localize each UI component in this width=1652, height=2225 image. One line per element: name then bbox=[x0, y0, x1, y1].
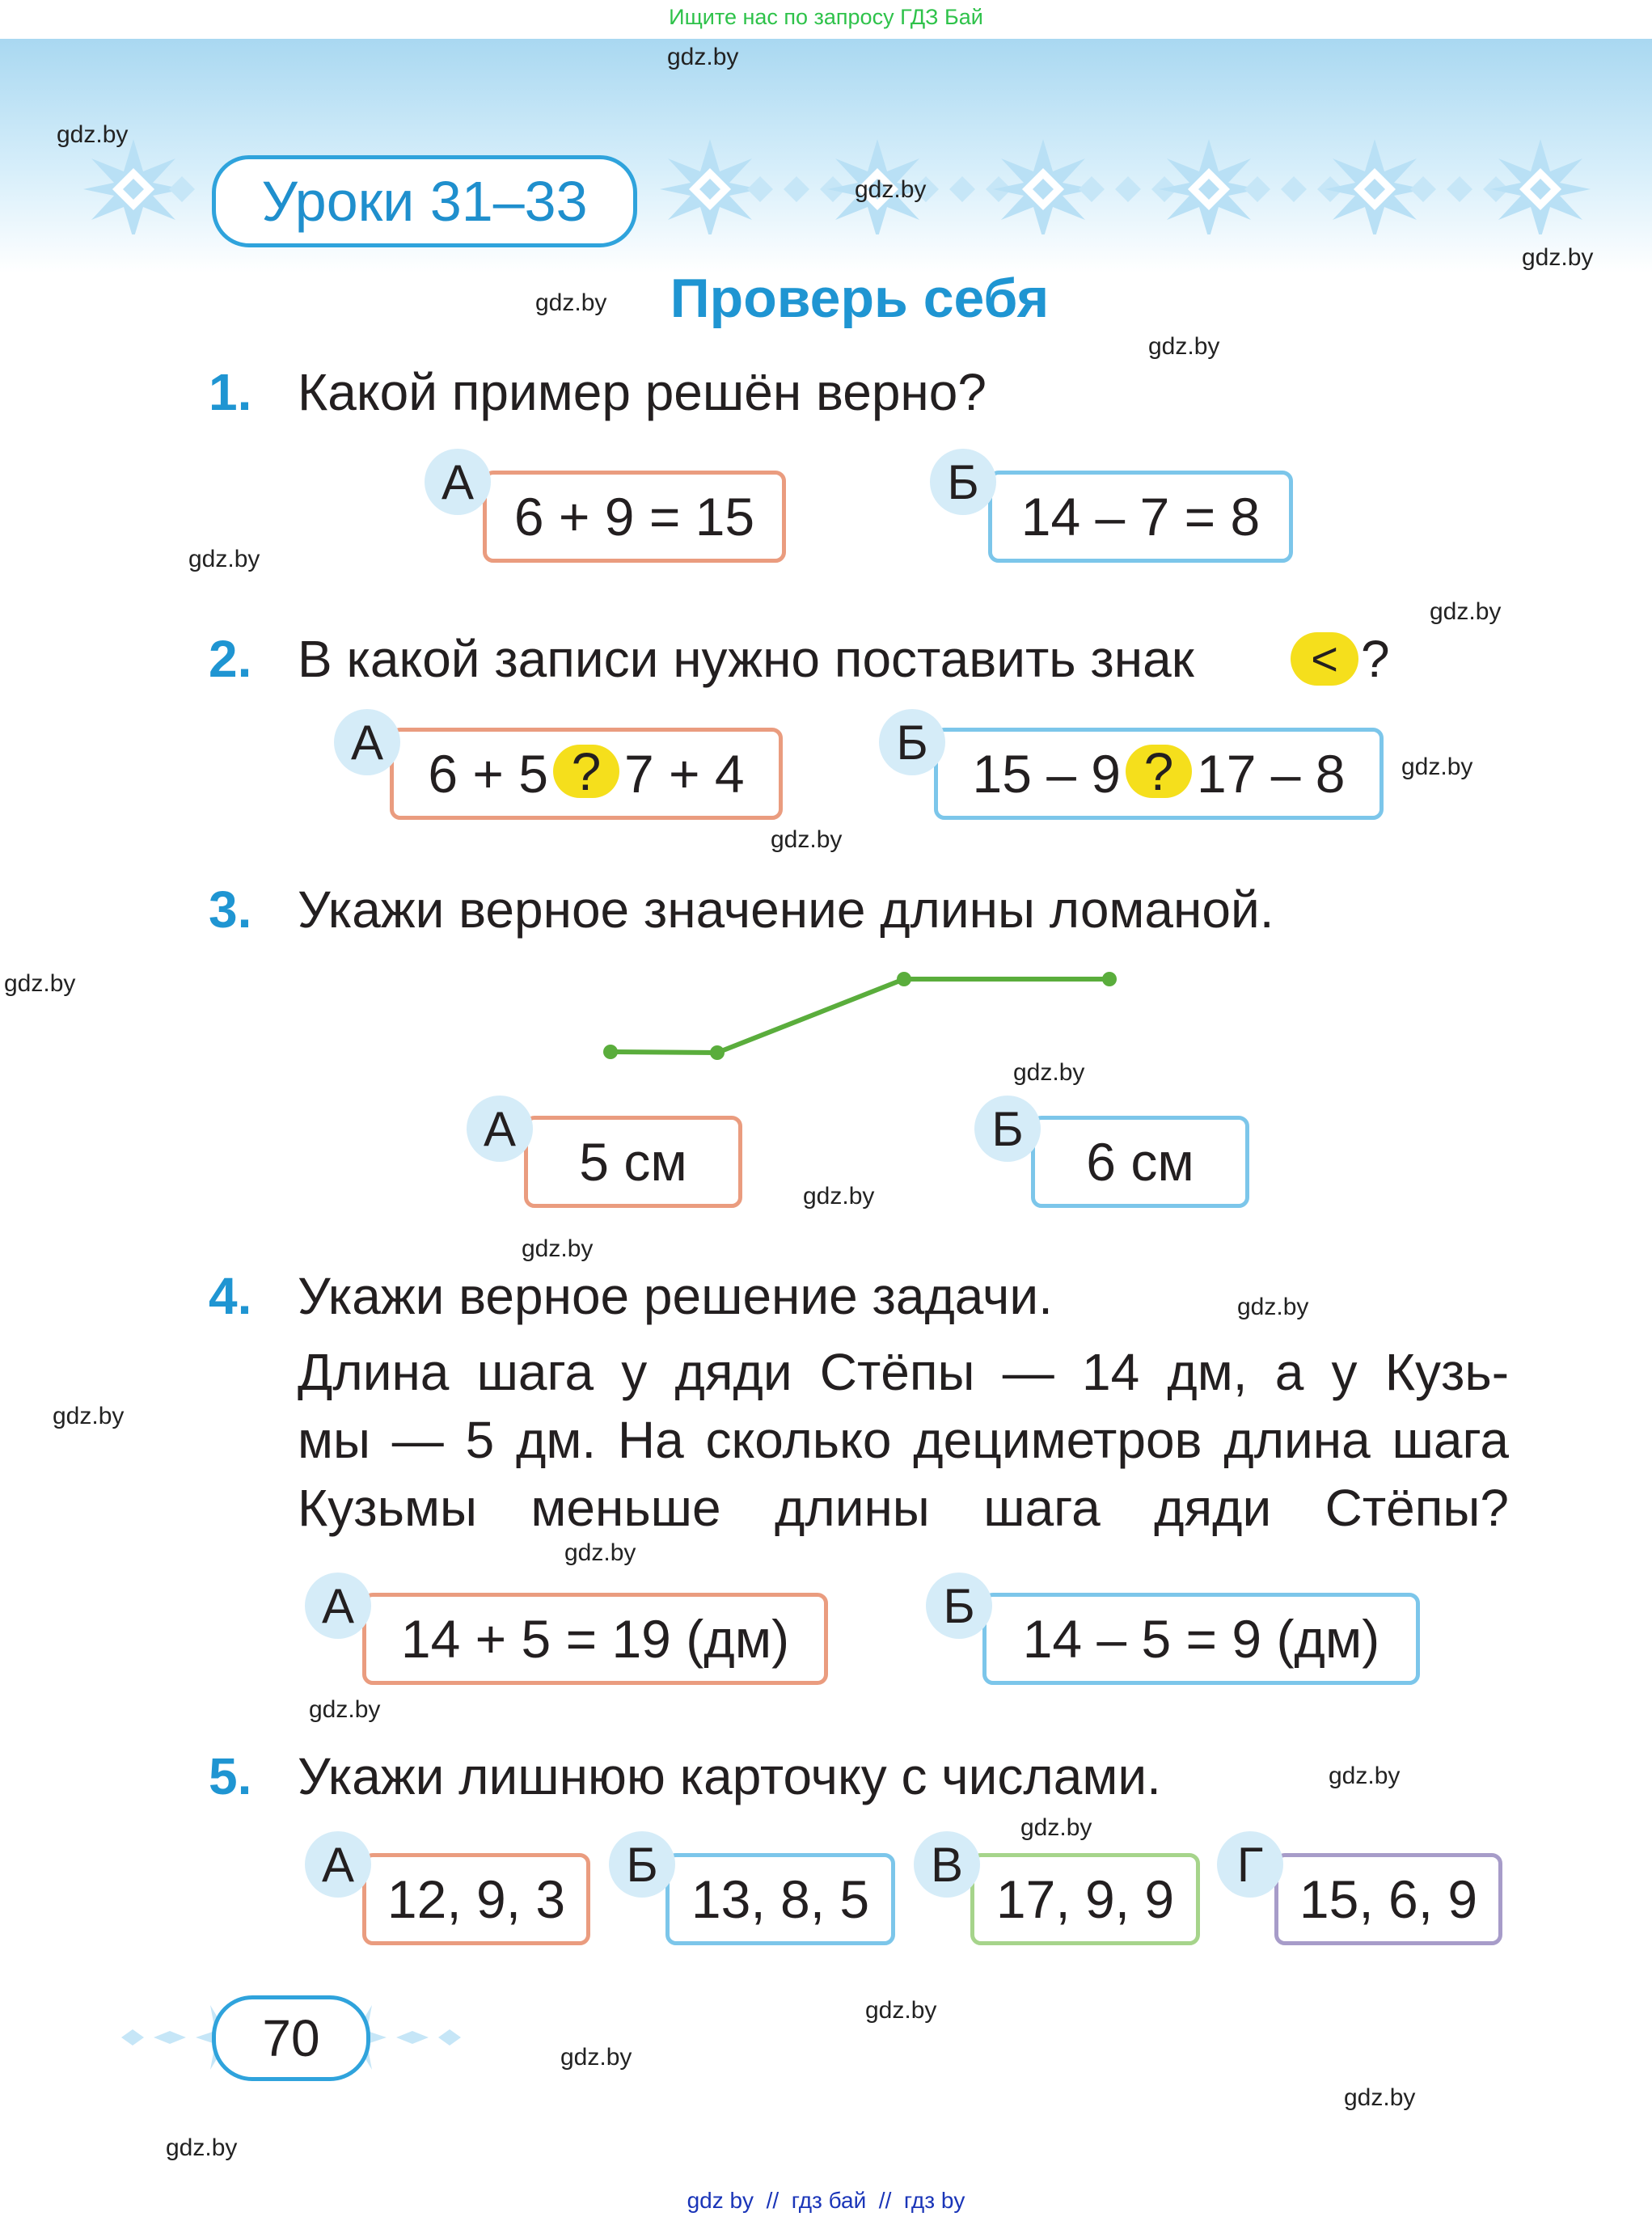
watermark: gdz.by bbox=[667, 44, 739, 70]
unknown-sign-marker: ? bbox=[553, 745, 619, 798]
option-text: 14 – 7 = 8 bbox=[1020, 487, 1261, 547]
task-2-number: 2. bbox=[209, 630, 252, 688]
option-letter-badge: А bbox=[305, 1573, 371, 1639]
option-letter-badge: Г bbox=[1217, 1831, 1283, 1898]
watermark: gdz.by bbox=[166, 2134, 238, 2161]
watermark: gdz.by bbox=[771, 826, 843, 853]
watermark: gdz.by bbox=[560, 2044, 632, 2071]
watermark: gdz.by bbox=[1401, 754, 1473, 780]
lesson-label: Уроки 31–33 bbox=[261, 170, 588, 233]
task-3-number: 3. bbox=[209, 880, 252, 939]
page-title: Проверь себя bbox=[670, 268, 1050, 329]
option-text: 6 см bbox=[1086, 1132, 1194, 1192]
page-number-label: 70 bbox=[262, 2009, 320, 2067]
watermark: gdz.by bbox=[803, 1183, 875, 1210]
option-text: 15, 6, 9 bbox=[1299, 1869, 1478, 1929]
task-5-option-b[interactable] bbox=[665, 1853, 895, 1945]
watermark: gdz.by bbox=[188, 546, 260, 572]
option-text: 5 см bbox=[579, 1132, 687, 1192]
task-5-number: 5. bbox=[209, 1747, 252, 1805]
option-letter-badge: А bbox=[334, 709, 400, 775]
option-text: 17, 9, 9 bbox=[995, 1869, 1175, 1929]
problem-line: мы — 5 дм. На сколько дециметров длина шага bbox=[298, 1411, 1509, 1469]
expression-left: 6 + 5 bbox=[428, 744, 548, 804]
watermark: gdz.by bbox=[1344, 2084, 1416, 2111]
watermark: gdz.by bbox=[57, 121, 129, 148]
top-banner: Ищите нас по запросу ГДЗ Бай bbox=[669, 5, 983, 29]
watermark: gdz.by bbox=[1148, 333, 1220, 360]
option-text: 14 + 5 = 19 (дм) bbox=[400, 1609, 790, 1669]
vertex-point bbox=[710, 1045, 725, 1060]
option-letter-badge: А bbox=[467, 1096, 533, 1162]
unknown-sign-marker: ? bbox=[1126, 745, 1192, 798]
watermark: gdz.by bbox=[564, 1539, 636, 1566]
watermark: gdz.by bbox=[4, 970, 76, 997]
vertex-point bbox=[1102, 972, 1117, 986]
task-3-option-a[interactable] bbox=[524, 1116, 742, 1208]
footer-links: gdz by // гдз бай // гдз by bbox=[687, 2188, 965, 2213]
option-letter-badge: А bbox=[305, 1831, 371, 1898]
task-3-option-b[interactable] bbox=[1031, 1116, 1249, 1208]
task-5-option-a[interactable] bbox=[362, 1853, 590, 1945]
option-letter-badge: В bbox=[914, 1831, 980, 1898]
task-5-option-c[interactable] bbox=[970, 1853, 1200, 1945]
option-letter-badge: Б bbox=[926, 1573, 992, 1639]
watermark: gdz.by bbox=[855, 176, 927, 203]
task-4-number: 4. bbox=[209, 1267, 252, 1325]
expression-right: 7 + 4 bbox=[624, 744, 745, 804]
less-than-sign: < bbox=[1291, 632, 1358, 686]
expression-right: 17 – 8 bbox=[1197, 744, 1346, 804]
watermark: gdz.by bbox=[1020, 1814, 1092, 1841]
watermark: gdz.by bbox=[1430, 598, 1502, 625]
watermark: gdz.by bbox=[309, 1696, 381, 1723]
watermark: gdz.by bbox=[1013, 1059, 1085, 1086]
option-letter-badge: Б bbox=[879, 709, 945, 775]
option-text: 14 – 5 = 9 (дм) bbox=[1022, 1609, 1380, 1669]
page-number bbox=[212, 1995, 370, 2081]
task-2-question-mark: ? bbox=[1361, 630, 1390, 688]
option-text: 6 + 9 = 15 bbox=[513, 487, 755, 547]
task-5-question: Укажи лишнюю карточку с числами. bbox=[298, 1747, 1161, 1805]
option-text: 12, 9, 3 bbox=[387, 1869, 566, 1929]
watermark: gdz.by bbox=[522, 1235, 594, 1262]
problem-line: Кузьмы меньше длины шага дяди Стёпы? bbox=[298, 1479, 1509, 1537]
watermark: gdz.by bbox=[535, 289, 607, 316]
option-letter-badge: Б bbox=[974, 1096, 1041, 1162]
task-4-option-a[interactable] bbox=[362, 1593, 828, 1685]
watermark: gdz.by bbox=[1237, 1294, 1309, 1320]
watermark: gdz.by bbox=[53, 1403, 125, 1429]
vertex-point bbox=[897, 972, 911, 986]
option-letter-badge: Б bbox=[609, 1831, 675, 1898]
watermark: gdz.by bbox=[1522, 244, 1594, 271]
vertex-point bbox=[603, 1045, 618, 1059]
option-text: 13, 8, 5 bbox=[691, 1869, 870, 1929]
task-4-problem-text bbox=[298, 1338, 1509, 1542]
task-4-question: Укажи верное решение задачи. bbox=[298, 1267, 1053, 1325]
task-3-question: Укажи верное значение длины ломаной. bbox=[298, 880, 1274, 939]
problem-line: Длина шага у дяди Стёпы — 14 дм, а у Кузь- bbox=[298, 1343, 1509, 1401]
watermark: gdz.by bbox=[1329, 1763, 1401, 1789]
task-4-option-b[interactable] bbox=[982, 1593, 1420, 1685]
task-1-question: Какой пример решён верно? bbox=[298, 363, 987, 421]
expression-left: 15 – 9 bbox=[972, 744, 1121, 804]
watermark: gdz.by bbox=[865, 1997, 937, 2024]
task-2-question: В какой записи нужно поставить знак bbox=[298, 630, 1194, 688]
option-letter-badge: Б bbox=[930, 449, 996, 515]
option-letter-badge: А bbox=[425, 449, 491, 515]
task-1-number: 1. bbox=[209, 363, 252, 421]
task-5-option-d[interactable] bbox=[1274, 1853, 1502, 1945]
